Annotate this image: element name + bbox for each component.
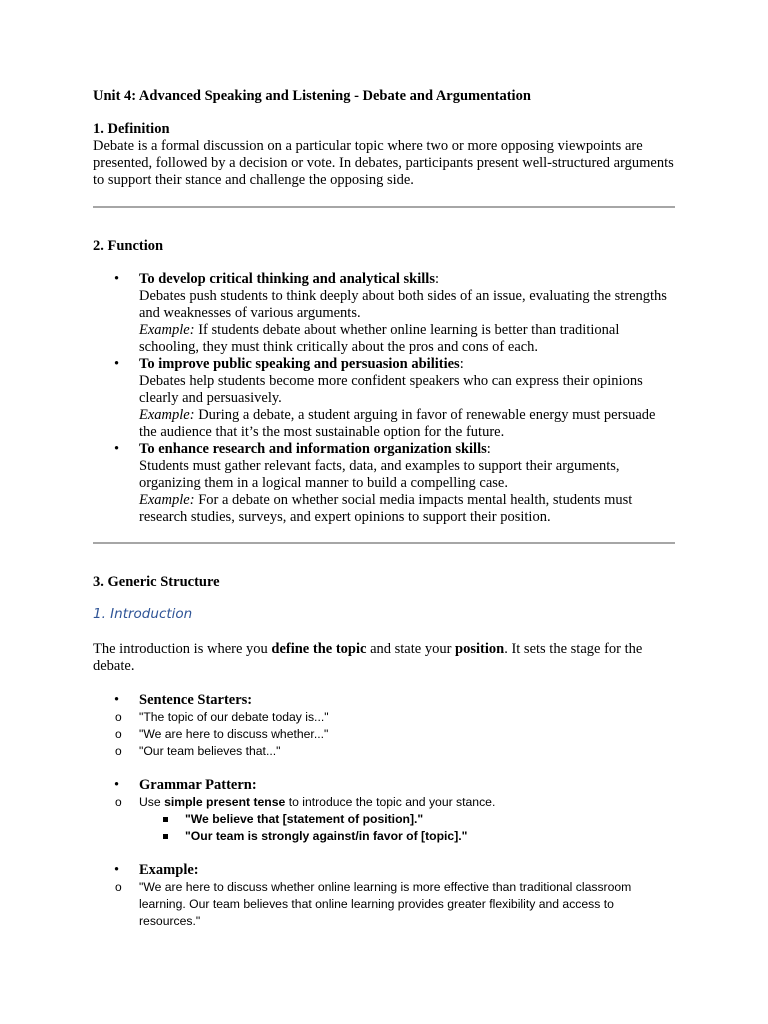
bullet-icon: •: [114, 862, 120, 878]
sentence-starter: o "We are here to discuss whether...": [115, 727, 329, 741]
square-bullet-icon: [163, 834, 168, 839]
square-bullet-icon: [163, 817, 168, 822]
function-item-title: To improve public speaking and persuasion abilities: [139, 356, 460, 372]
sentence-starter: o "The topic of our debate today is...": [115, 710, 329, 724]
bullet-icon: •: [114, 271, 120, 287]
example-text: o "We are here to discuss whether online learning is more effective than traditional classroom learning. Our team believes that online learning provides greater flexibility and access to resources.": [115, 880, 632, 928]
example-sublist: [93, 879, 675, 930]
introduction-text: The introduction is where you define the topic and state your position. It sets the stage for the debate.: [93, 641, 643, 674]
grammar-label: Grammar Pattern:: [139, 777, 257, 793]
grammar-pattern: "Our team is strongly against/in favor of [topic].": [93, 828, 675, 845]
grammar-patterns: [93, 811, 675, 845]
function-item-example: If students debate about whether online learning is better than traditional schooling, they must think critically about the pros and cons of each.: [139, 322, 620, 355]
sentence-starters-item: [93, 692, 675, 709]
function-heading: 2. Function: [93, 238, 164, 254]
function-item-title: To develop critical thinking and analytical skills: [139, 271, 435, 287]
definition-heading: 1. Definition: [93, 121, 170, 137]
function-list: [93, 271, 675, 526]
sentence-starter: o "Our team believes that...": [115, 744, 281, 758]
example-label: Example:: [139, 407, 195, 423]
circle-bullet-icon: o: [115, 795, 122, 809]
document-title: Unit 4: Advanced Speaking and Listening - Debate and Argumentation: [93, 88, 531, 104]
sentence-starters-sublist: [93, 709, 675, 760]
circle-bullet-icon: o: [115, 727, 122, 741]
document-page: [93, 88, 675, 930]
example-list: [93, 862, 675, 879]
introduction-heading: 1. Introduction: [93, 606, 193, 622]
example-heading: Example:: [139, 862, 199, 878]
bullet-icon: •: [114, 692, 120, 708]
bullet-icon: •: [114, 777, 120, 793]
example-label: Example:: [139, 492, 195, 508]
bullet-icon: •: [114, 356, 120, 372]
sentence-starters-label: Sentence Starters:: [139, 692, 253, 708]
function-item-example: During a debate, a student arguing in favor of renewable energy must persuade the audience that it’s the most sustainable option for the future.: [139, 407, 656, 440]
example-label: Example:: [139, 322, 195, 338]
grammar-sublist: [93, 794, 675, 811]
circle-bullet-icon: o: [115, 880, 122, 894]
function-item-desc: Debates push students to think deeply about both sides of an issue, evaluating the strengths and weaknesses of various arguments.: [139, 288, 667, 321]
grammar-list: [93, 777, 675, 794]
grammar-rule: o Use simple present tense to introduce the topic and your stance.: [115, 795, 496, 809]
function-item: • To enhance research and information organization skills: Students must gather relevant facts, data, and examples to support their arguments, organizing them in a logical manner to build a compelling case. Example: For a debate on whether social media impacts mental health, students must research studies, surveys, and expert opinions to support their position.: [114, 441, 633, 525]
bullet-icon: •: [114, 441, 120, 457]
structure-heading: 3. Generic Structure: [93, 574, 220, 590]
circle-bullet-icon: o: [115, 744, 122, 758]
function-item: • To develop critical thinking and analytical skills: Debates push students to think deeply about both sides of an issue, evaluating the strengths and weaknesses of various arguments. Example: If students debate about whether online learning is better than traditional schooling, they must think critically about the pros and cons of each.: [114, 271, 667, 355]
grammar-pattern: "We believe that [statement of position].": [93, 811, 675, 828]
function-item-desc: Debates help students become more confident speakers who can express their opinions clearly and persuasively.: [139, 373, 643, 406]
grammar-item: [93, 777, 675, 794]
function-item-example: For a debate on whether social media impacts mental health, students must research studies, surveys, and expert opinions to support their position.: [139, 492, 633, 525]
sentence-starters-list: [93, 692, 675, 709]
function-item-title: To enhance research and information organization skills: [139, 441, 487, 457]
example-item: [93, 862, 675, 879]
function-item: • To improve public speaking and persuasion abilities: Debates help students become more confident speakers who can express their opinions clearly and persuasively. Example: During a debate, a student arguing in favor of renewable energy must persuade the audience that it’s the most sustainable option for the future.: [114, 356, 656, 440]
function-item-desc: Students must gather relevant facts, data, and examples to support their arguments, organizing them in a logical manner to build a compelling case.: [139, 458, 620, 491]
circle-bullet-icon: o: [115, 710, 122, 724]
definition-text: Debate is a formal discussion on a particular topic where two or more opposing viewpoints are presented, followed by a decision or vote. In debates, participants present well-structured arguments to support their stance and challenge the opposing side.: [93, 138, 674, 188]
